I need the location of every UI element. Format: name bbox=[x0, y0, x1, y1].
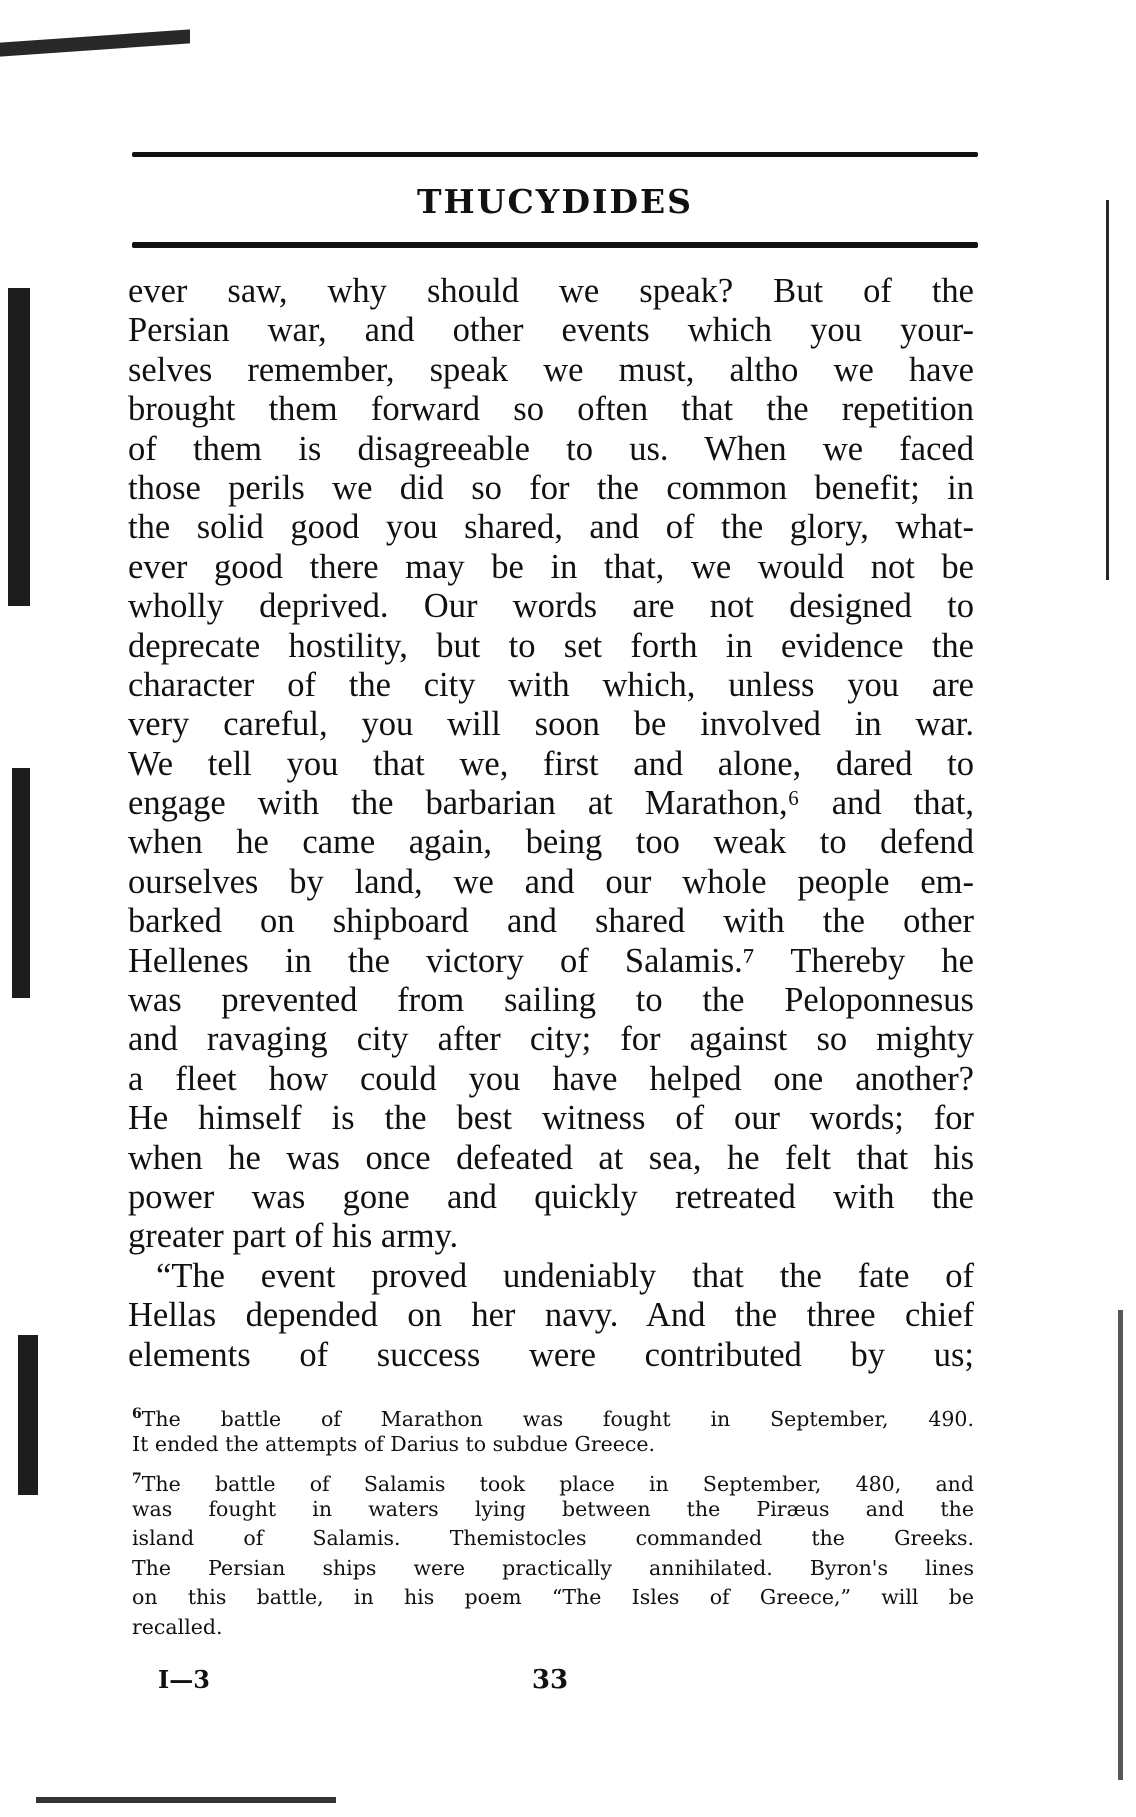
body-line: a fleet how could you have helped one another? bbox=[128, 1059, 974, 1098]
scan-edge-mark-left-2 bbox=[12, 768, 30, 998]
body-line: engage with the barbarian at Marathon,⁶ and that, bbox=[128, 784, 974, 823]
body-line: ever good there may be in that, we would not be bbox=[128, 547, 974, 586]
page-number: 33 bbox=[531, 1665, 569, 1695]
header-top-rule bbox=[132, 152, 978, 157]
body-line: those perils we did so for the common benefit; in bbox=[128, 468, 974, 507]
body-line: elements of success were contributed by us; bbox=[128, 1335, 974, 1374]
body-line: very careful, you will soon be involved in war. bbox=[128, 705, 974, 744]
footnote-marker: 7 bbox=[132, 1471, 142, 1487]
footnote-marker: 6 bbox=[132, 1406, 142, 1422]
footnote-line: was fought in waters lying between the Piræus and the bbox=[132, 1496, 974, 1521]
body-line: power was gone and quickly retreated with the bbox=[128, 1177, 974, 1216]
body-line: We tell you that we, first and alone, dared to bbox=[128, 744, 974, 783]
scan-edge-mark-top-left bbox=[0, 29, 190, 56]
footnote-text: The battle of Marathon was fought in September, 490. bbox=[141, 1406, 974, 1431]
scan-edge-mark-left-1 bbox=[8, 288, 30, 606]
footnote-line: island of Salamis. Themistocles commanded the Greeks. bbox=[132, 1526, 974, 1550]
body-line: greater part of his army. bbox=[128, 1217, 459, 1256]
footnote-text: The battle of Salamis took place in September, 480, and bbox=[141, 1471, 974, 1496]
signature-mark: I—3 bbox=[158, 1665, 210, 1694]
footnote-line: The Persian ships were practically annihilated. Byron's lines bbox=[132, 1555, 974, 1580]
body-line: “The event proved undeniably that the fate of bbox=[156, 1256, 974, 1295]
body-line: barked on shipboard and shared with the other bbox=[128, 902, 974, 941]
body-line: Hellas depended on her navy. And the three chief bbox=[128, 1296, 974, 1335]
body-line: and ravaging city after city; for against so mighty bbox=[128, 1020, 974, 1059]
running-head: THUCYDIDES bbox=[417, 182, 693, 221]
scan-edge-mark-right-1 bbox=[1106, 200, 1109, 580]
scan-edge-mark-left-3 bbox=[18, 1335, 38, 1495]
body-line: of them is disagreeable to us. When we faced bbox=[128, 429, 974, 468]
body-line: was prevented from sailing to the Peloponnesus bbox=[128, 981, 974, 1020]
body-line: when he was once defeated at sea, he felt that his bbox=[128, 1138, 974, 1177]
footnote-line bbox=[132, 1400, 974, 1430]
body-line: Hellenes in the victory of Salamis.⁷ Thereby he bbox=[128, 941, 974, 980]
footnote-line bbox=[132, 1465, 974, 1495]
body-line: He himself is the best witness of our words; for bbox=[128, 1099, 974, 1138]
body-line: selves remember, speak we must, altho we have bbox=[128, 350, 974, 389]
body-line: brought them forward so often that the repetition bbox=[128, 390, 974, 429]
footnote bbox=[132, 1465, 974, 1642]
footnote-line: recalled. bbox=[132, 1614, 223, 1639]
body-line: Persian war, and other events which you your- bbox=[128, 311, 974, 350]
body-line: ourselves by land, we and our whole people em- bbox=[128, 862, 974, 901]
footnote-line: It ended the attempts of Darius to subdue Greece. bbox=[132, 1431, 656, 1456]
body-line: deprecate hostility, but to set forth in evidence the bbox=[128, 626, 974, 665]
footnote-line: on this battle, in his poem “The Isles of Greece,” will be bbox=[132, 1585, 974, 1609]
header-bottom-rule bbox=[132, 242, 978, 248]
footnotes bbox=[132, 1400, 974, 1648]
body-line: the solid good you shared, and of the glory, what- bbox=[128, 508, 974, 547]
body-line: character of the city with which, unless you are bbox=[128, 665, 974, 704]
body-line: ever saw, why should we speak? But of the bbox=[128, 272, 974, 310]
body-line: wholly deprived. Our words are not designed to bbox=[128, 587, 974, 626]
footnote bbox=[132, 1400, 974, 1459]
scan-edge-mark-bottom-left bbox=[36, 1797, 336, 1803]
body-line: when he came again, being too weak to defend bbox=[128, 823, 974, 862]
body-text bbox=[128, 272, 974, 1375]
scan-edge-mark-right-2 bbox=[1118, 1310, 1123, 1780]
